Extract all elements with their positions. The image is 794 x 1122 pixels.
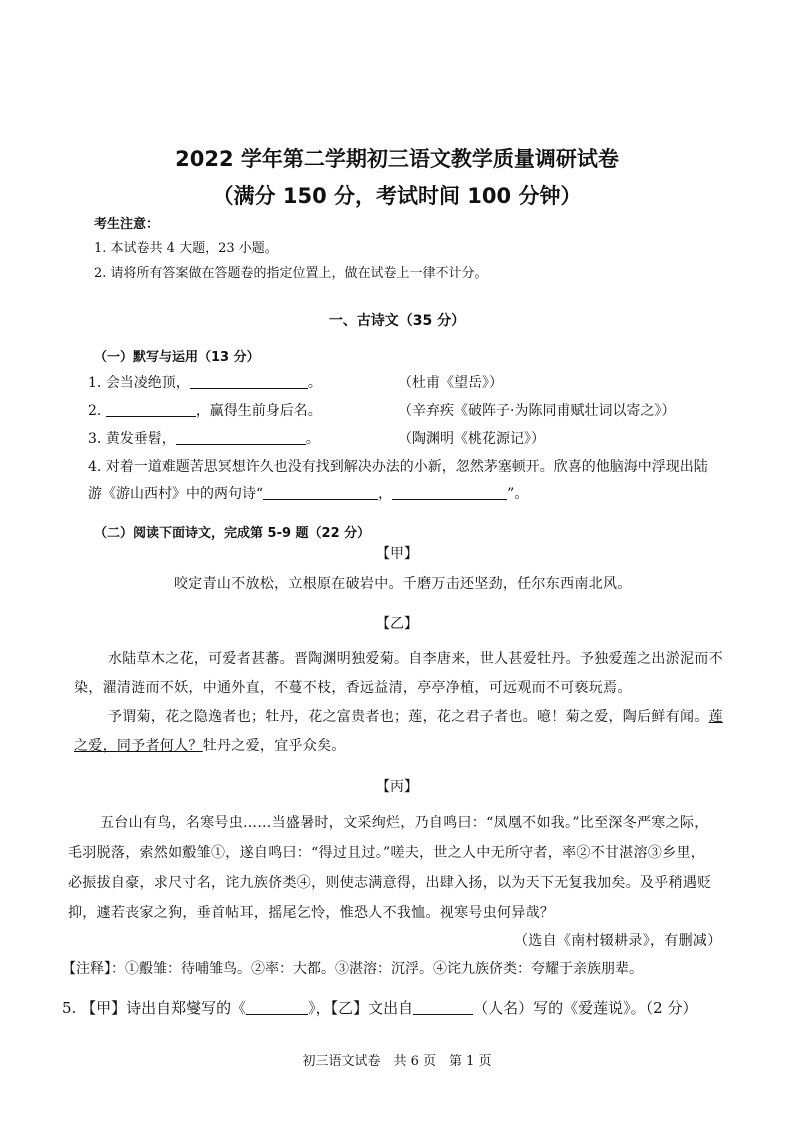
question-4-line-2 bbox=[88, 483, 528, 503]
question-text: 黄发垂髫， bbox=[105, 431, 176, 447]
answer-blank[interactable] bbox=[106, 402, 196, 417]
passage-yi-line: 染，濯清涟而不妖，中通外直，不蔓不枝，香远益清，亭亭净植，可远观而不可亵玩焉。 bbox=[74, 680, 632, 696]
question-1 bbox=[88, 372, 322, 392]
question-text: ”。 bbox=[507, 486, 529, 502]
question-text: 。 bbox=[305, 431, 320, 447]
question-number: 1. bbox=[88, 375, 102, 391]
answer-blank[interactable] bbox=[246, 1000, 308, 1015]
answer-blank[interactable] bbox=[176, 430, 306, 445]
part2-heading: （二）阅读下面诗文，完成第 5-9 题（22 分） bbox=[94, 526, 371, 541]
question-text: 。 bbox=[307, 375, 322, 391]
question-3-source: （陶渊明《桃花源记》） bbox=[398, 431, 545, 447]
question-1-source: （杜甫《望岳》） bbox=[398, 375, 503, 391]
underlined-text: 之爱，同予者何人？ bbox=[74, 738, 203, 754]
question-2 bbox=[88, 400, 322, 420]
passage-bing-label: 【丙】 bbox=[376, 779, 418, 795]
question-text: 会当凌绝顶， bbox=[105, 375, 190, 391]
answer-blank[interactable] bbox=[263, 485, 378, 500]
section-heading: 一、古诗文（35 分） bbox=[328, 313, 466, 329]
notice-item-1: 1. 本试卷共 4 大题，23 小题。 bbox=[94, 241, 278, 256]
question-text: 游《游山西村》中的两句诗“ bbox=[88, 486, 264, 502]
question-text: 【甲】诗出自郑燮写的《 bbox=[81, 999, 247, 1017]
passage-yi-label: 【乙】 bbox=[376, 616, 418, 632]
notice-heading: 考生注意： bbox=[94, 217, 160, 232]
passage-yi-line bbox=[108, 706, 723, 726]
question-number: 5. bbox=[62, 999, 77, 1017]
question-4-line-1: 4. 对着一道难题苦思冥想许久也没有找到解决办法的小新，忽然茅塞顿开。欣喜的他脑海中浮现出陆 bbox=[88, 459, 708, 475]
passage-bing-line: 毛羽脱落，索然如鷇雏①，遂自鸣曰：“得过且过。”嗟夫，世之人中无所守者，率②不甘湛溶③乡里， bbox=[68, 845, 706, 861]
passage-bing-line: 五台山有鸟，名寒号虫……当盛暑时，文采绚烂，乃自鸣曰：“凤凰不如我。”比至深冬严寒之际， bbox=[100, 815, 709, 831]
question-3 bbox=[88, 428, 320, 448]
question-2-source: （辛弃疾《破阵子·为陈同甫赋壮词以寄之》） bbox=[398, 403, 676, 419]
passage-bing-source: （选自《南村辍耕录》，有删减） bbox=[514, 933, 722, 949]
question-number: 2. bbox=[88, 403, 102, 419]
question-text: 》，【乙】文出自 bbox=[308, 999, 414, 1017]
page-footer: 初三语文试卷 共 6 页 第 1 页 bbox=[302, 1054, 492, 1069]
answer-blank[interactable] bbox=[392, 485, 507, 500]
question-text: （人名）写的《爱莲说》。（2 分） bbox=[473, 999, 698, 1017]
passage-bing-line: 抑，遽若丧家之狗，垂首帖耳，摇尾乞怜，惟恐人不我恤。视寒号虫何异哉？ bbox=[68, 905, 555, 921]
question-text: ， bbox=[378, 486, 393, 502]
passage-text: 牡丹之爱，宜乎众矣。 bbox=[202, 738, 346, 754]
passage-jia-label: 【甲】 bbox=[376, 546, 418, 562]
question-number: 3. bbox=[88, 431, 102, 447]
answer-blank[interactable] bbox=[190, 374, 308, 389]
passage-jia-text: 咬定青山不放松，立根原在破岩中。千磨万击还坚劲，任尔东西南北风。 bbox=[174, 576, 632, 592]
question-text: ，赢得生前身后名。 bbox=[195, 403, 322, 419]
page-title: 2022 学年第二学期初三语文教学质量调研试卷 bbox=[175, 147, 619, 171]
annotations: 【注释】：①鷇雏：待哺雏鸟。②率：大都。③湛溶：沉浮。④诧九族侪类：夸耀于亲族朋辈。 bbox=[62, 961, 643, 977]
notice-item-2: 2. 请将所有答案做在答题卷的指定位置上，做在试卷上一律不计分。 bbox=[94, 266, 488, 281]
passage-yi-line: 水陆草木之花，可爱者甚蕃。晋陶渊明独爱菊。自李唐来，世人甚爱牡丹。予独爱莲之出淤泥而不 bbox=[108, 651, 723, 667]
passage-yi-line bbox=[74, 735, 346, 755]
passage-bing-line: 必振拔自豪，求尺寸名，诧九族侪类④，则使志满意得，出肆入扬，以为天下无复我加矣。及乎稍遇贬 bbox=[68, 875, 712, 891]
page-subtitle: （满分 150 分，考试时间 100 分钟） bbox=[212, 184, 582, 208]
part1-heading: （一）默写与运用（13 分） bbox=[94, 350, 260, 365]
question-5 bbox=[62, 997, 697, 1018]
passage-text: 予谓菊，花之隐逸者也；牡丹，花之富贵者也；莲，花之君子者也。噫！菊之爱，陶后鲜有闻。 bbox=[108, 709, 709, 725]
underlined-text: 莲 bbox=[708, 709, 723, 725]
answer-blank[interactable] bbox=[413, 1000, 473, 1015]
